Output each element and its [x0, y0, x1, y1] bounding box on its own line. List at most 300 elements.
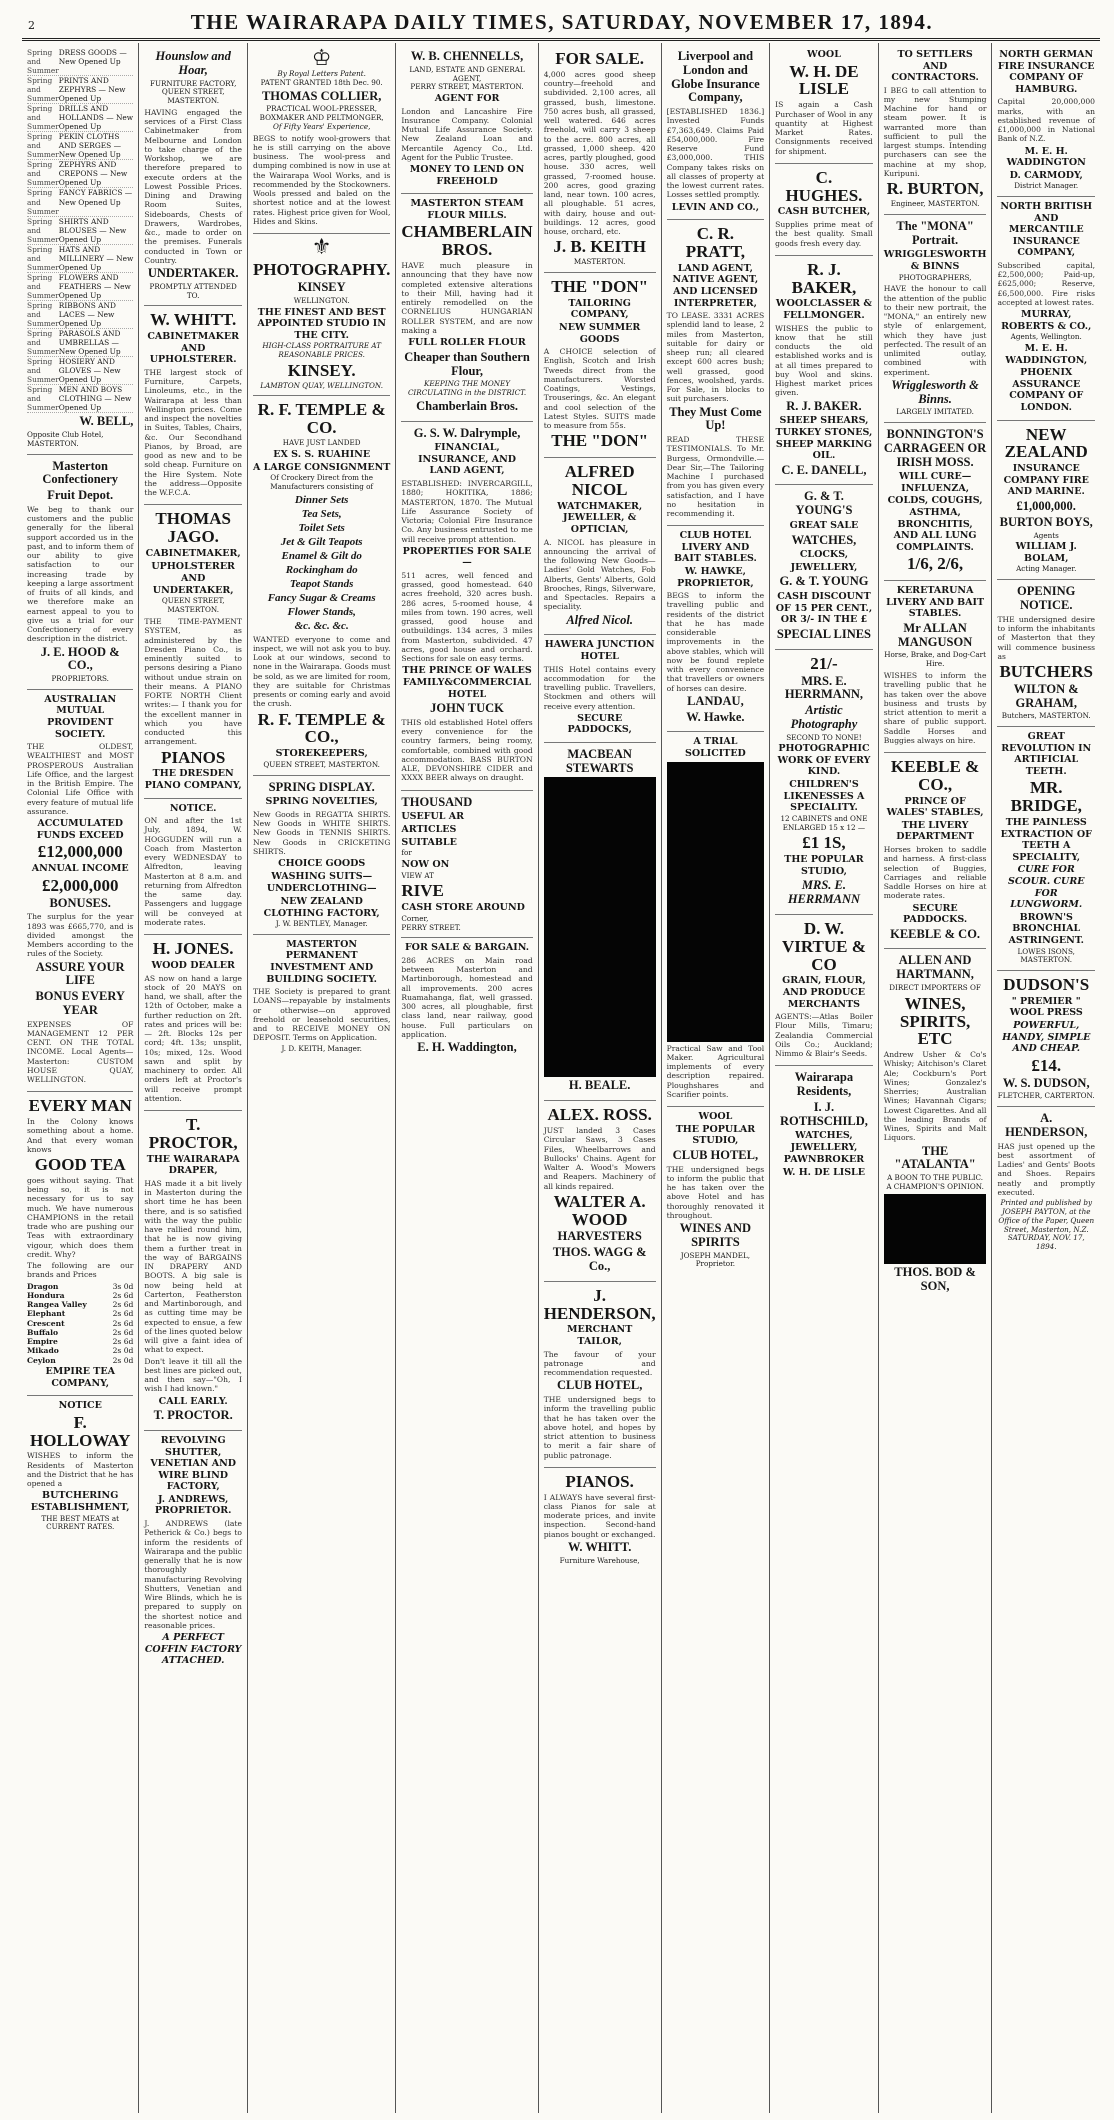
hawke-ad: CLUB HOTEL LIVERY AND BAIT STABLES. W. HAWKE, PROPRIETOR, BEGS to inform the travelling public and residents of the district that he has made considerable improvements in the above stables, which will now be found replete with every convenience that travellers or owners of horses can desire. LANDAU, W. Hawke.	[667, 526, 765, 732]
north-british-title: NORTH BRITISH AND MERCANTILE INSURANCE COMPANY,	[1000, 201, 1093, 259]
jago-address: QUEEN STREET, MASTERTON.	[161, 596, 225, 615]
price-21: 21/-	[810, 653, 838, 673]
murray-name: MURRAY, ROBERTS & CO.,	[1001, 309, 1092, 332]
drapery-item	[27, 188, 133, 216]
spring-display-ad: SPRING DISPLAY. SPRING NOVELTIES, New Goods in REGATTA SHIRTS. New Goods in WHITE SHIRTS. New Goods in TENNIS SHIRTS. New Goods in CRICKETING SHIRTS. CHOICE GOODS WASHING SUITS— UNDERCLOTHING— NEW ZEALAND CLOTHING FACTORY, J. W. BENTLEY, Manager.	[253, 776, 390, 935]
chennells-ad: W. B. CHENNELLS, LAND, ESTATE AND GENERAL AGENT, PERRY STREET, MASTERTON. AGENT FOR London and Lancashire Fire Insurance Company. Colonial Mutual Life Assurance Society. New Zealand Loan and Mercantile Agency Co., Ltd. Agent for the Public Trustee. MONEY TO LEND ON FREEHOLD	[401, 45, 532, 194]
tea-name: Hondura	[27, 1290, 65, 1300]
hawera-ad: HAWERA JUNCTION HOTEL THIS Hotel contains every accommodation for the travelling public. Travellers, Stockmen and others will receive every attention. SECURE PADDOCKS,	[544, 635, 656, 743]
bridge-ad	[997, 727, 1095, 971]
ware-item: &c. &c. &c.	[294, 620, 349, 633]
temple-ad: R. F. TEMPLE & CO. HAVE JUST LANDED EX S. S. RUAHINE A LARGE CONSIGNMENT Of Crockery Direct from the Manufacturers consisting of Dinner Sets Tea Sets, Toilet Sets Jet & Gilt Teapots Enamel & Gilt do Rockingham do Teapot Stands Fancy Sugar & Creams Flower Stands, &c. &c. &c. WANTED everyone to come and inspect, we will not ask you to buy. Look at our windows, second to none in the Wairarapa. Goods must be sold, as we are limited for room, they are suitable for Christmas presents or coming early and avoid the crush. R. F. TEMPLE & CO., STOREKEEPERS, QUEEN STREET, MASTERTON.	[253, 396, 390, 775]
waddington-name: E. H. Waddington,	[417, 1040, 517, 1055]
ware-item: Teapot Stands	[289, 578, 354, 591]
chennells-address: PERRY STREET, MASTERTON.	[410, 82, 524, 92]
undertaker-title: UNDERTAKER.	[147, 266, 239, 281]
tea-name: Mikado	[27, 1346, 59, 1356]
mandel-name: JOSEPH MANDEL, Proprietor.	[680, 1250, 751, 1269]
useful: USEFUL AR	[401, 811, 465, 823]
tea-item	[27, 1282, 133, 1291]
dudson-name: W. S. DUDSON,	[1002, 1075, 1090, 1090]
fruit-depot-title: Fruit Depot.	[47, 488, 114, 503]
price-1-1: £1 1S,	[802, 833, 846, 853]
sale-title: FOR SALE & BARGAIN.	[404, 942, 530, 954]
column-5	[539, 43, 662, 2113]
collier-name: THOMAS COLLIER,	[261, 88, 382, 103]
cabinet-offer: 12 CABINETS and ONE ENLARGED 15 x 12 —	[780, 813, 868, 832]
hounslow-title: Hounslow and Hoar,	[155, 49, 231, 77]
darnell-name: C. E. DANELL,	[781, 462, 867, 477]
chamberlain-name: CHAMBERLAIN BROS.	[401, 222, 533, 260]
wilton-ad: OPENING NOTICE. THE undersigned desire to inform the inhabitants of Masterton that they will commence business as BUTCHERS WILTON & GRAHAM, Butchers, MASTERTON.	[997, 580, 1095, 727]
nz-sub: INSURANCE COMPANY FIRE AND MARINE.	[1003, 463, 1089, 498]
premier-press: " PREMIER " WOOL PRESS	[1009, 995, 1083, 1019]
secure-paddocks-2: SECURE PADDOCKS.	[902, 902, 968, 926]
redacted-block-3	[884, 1194, 987, 1264]
tea-price: 2s 6d	[112, 1327, 134, 1337]
macbean-name: MACBEAN STEWARTS	[565, 746, 634, 775]
spring-title: SPRING DISPLAY.	[268, 779, 375, 794]
redacted-block-1	[544, 777, 656, 1077]
photographic-work: PHOTOGRAPHIC WORK OF EVERY KIND.	[777, 743, 871, 778]
tea-price: 2s 6d	[112, 1318, 134, 1328]
pawnbroker: PAWNBROKER	[783, 1154, 865, 1166]
tea-name: Crescent	[27, 1318, 65, 1328]
rive-name: RIVE	[401, 881, 444, 901]
keretaruna-title: KERETARUNA LIVERY AND BAIT STABLES.	[886, 585, 985, 620]
henderson-9-ad: A. HENDERSON, HAS just opened up the best assortment of Ladies' and Gents' Boots and Shoes. Repairs neatly and promptly executed. Printed and published by JOSEPH PAYTON, at the Office of the Paper, Queen Street, Masterton, N.Z. SATURDAY, NOV. 17, 1894.	[997, 1111, 1095, 1252]
pratt-sub: LAND AGENT, NATIVE AGENT, AND LICENSED INTERPRETER,	[672, 262, 759, 309]
confectionery-ad: Masterton Confectionery Fruit Depot. We beg to thank our customers and the public generally for the liberal support accorded us in the past, and to inform them of our ability to give satisfaction to our increasing trade by keeping a large assortment of fruits of all kinds, and we therefore make an earnest appeal to you to give us a trial for our Confectionery of every description in the district. J. E. HOOD & CO., PROPRIETORS.	[27, 455, 133, 690]
drapery-goods: PARASOLS AND UMBRELLAS — New Opened Up	[58, 328, 121, 356]
cash-discount: CASH DISCOUNT OF 15 PER CENT., OR 3/- IN THE £	[775, 591, 873, 626]
tea-ad: EVERY MAN In the Colony knows something about a home. And that every woman knows GOOD TEA goes without saying. That being so, it is not necessary for us to say much. We have numerous CHAMPIONS in the retail trade who are pushing our Teas with extraordinary vigour, which does them credit. Why? The following are our brands and Prices Dragon 3s 0d Hondura 2s 6d Rangea Valley 2s 6d Elephant 2s 6d Crescent 2s 6d Buffalo 2s 6d Empire 2s 6d Mikado 2s 0d Ceylon 2s 0d EMPIRE TEA COMPANY,	[27, 1092, 133, 1396]
royal-crest-icon: ♔	[311, 46, 332, 71]
tea-name: Buffalo	[27, 1327, 59, 1337]
kinsey-studio: THE FINEST AND BEST APPOINTED STUDIO IN THE CITY.	[257, 306, 386, 341]
manguson-name: Mr ALLAN MANGUSON	[897, 620, 973, 649]
coffin-factory: A PERFECT COFFIN FACTORY ATTACHED.	[144, 1632, 242, 1667]
wrigglesworth-name: WRIGGLESWORTH & BINNS	[883, 249, 987, 272]
drapery-season: Spring and Summer	[27, 48, 59, 76]
jago-sub3: AND UNDERTAKER,	[152, 573, 234, 596]
keeble-name: KEEBLE & CO.,	[890, 757, 980, 794]
proctor-sub: THE WAIRARAPA DRAPER,	[146, 1153, 240, 1177]
hawke-name: W. HAWKE, PROPRIETOR,	[677, 566, 754, 589]
prince-stables: PRINCE OF WALES' STABLES,	[886, 795, 984, 819]
jago-name: THOMAS JAGO.	[155, 509, 231, 547]
waddington-name: M. E. H. WADDINGTON	[1006, 145, 1086, 169]
virtue-name: D. W. VIRTUE & CO	[781, 918, 866, 974]
henderson-name-9: A. HENDERSON,	[1005, 1111, 1088, 1139]
assure-life: ASSURE YOUR LIFE	[35, 959, 125, 988]
bonuses-title: BONUSES.	[49, 895, 111, 910]
column-9	[992, 43, 1100, 2113]
bridge-name: MR. BRIDGE,	[1010, 778, 1082, 816]
hounslow-sub: FURNITURE FACTORY, QUEEN STREET, MASTERTON.	[149, 78, 237, 106]
underclothing: UNDERCLOTHING—	[266, 883, 377, 895]
dalrymple-name: G. S. W. Dalrymple,	[413, 425, 521, 440]
burton-ad: TO SETTLERS AND CONTRACTORS. I BEG to call attention to my new Stumping Machine for hand or steam power. It is warranted more than sufficient to pull the largest stumps. Intending purchasers can see the machine at my shop, Kuripuni. R. BURTON, Engineer, MASTERTON.	[884, 45, 987, 215]
tea-item	[27, 1309, 133, 1318]
wares-list	[253, 494, 390, 633]
every-man: EVERY MAN	[28, 1096, 132, 1116]
drapery-item	[27, 357, 133, 385]
bonnington-price: 1/6, 2/6,	[906, 554, 964, 574]
children-likenesses: CHILDREN'S LIKENESSES A SPECIALITY.	[783, 779, 865, 814]
roller-flour: FULL ROLLER FLOUR	[408, 337, 526, 349]
newspaper-title: THE WAIRARAPA DAILY TIMES, SATURDAY, NOVEMBER 17, 1894.	[190, 10, 934, 34]
watches: WATCHES,	[791, 532, 857, 547]
nz-insurance-ad	[997, 421, 1095, 581]
andrews-name: J. ANDREWS, PROPRIETOR.	[154, 1493, 232, 1517]
drapery-season: Spring and Summer	[27, 216, 59, 244]
page-number: 2	[28, 19, 35, 32]
crest-icon: ⚜	[311, 235, 332, 261]
beale-name: H. BEALE.	[568, 1078, 631, 1093]
atalanta-sub: A BOON TO THE PUBLIC.	[887, 1173, 984, 1183]
burton-name: R. BURTON,	[886, 179, 984, 199]
temple-crockery: Of Crockery Direct from the Manufacturers consisting of	[270, 473, 374, 491]
jago-sub1: CABINETMAKER,	[145, 548, 241, 560]
baker-name-2: R. J. BAKER.	[786, 398, 862, 413]
ware-item: Fancy Sugar & Creams	[267, 592, 376, 605]
north-british-ad: NORTH BRITISH AND MERCANTILE INSURANCE COMPANY, Subscribed capital, £2,500,000; Paid-up, £625,000; Reserve, £6,500,000. Fire risks accepted at lowest rates. MURRAY, ROBERTS & CO., Agents, Wellington. M. E. H. WADDINGTON, PHOENIX ASSURANCE COMPANY OF LONDON.	[997, 197, 1095, 421]
undertaker-sub: PROMPTLY ATTENDED TO.	[149, 281, 237, 300]
agents-label: Agents	[1033, 530, 1059, 540]
virtue-ad: D. W. VIRTUE & CO GRAIN, FLOUR, AND PRODUCE MERCHANTS AGENTS:—Atlas Boiler Flour Mills, Timaru; Zealandia Commercial Oils Co.; Auckland; Nimmo & Blair's Seeds.	[775, 915, 873, 1067]
keeping-money: KEEPING THE MONEY CIRCULATING in the DISTRICT.	[407, 379, 527, 398]
drapery-item	[27, 76, 133, 104]
bolam-name: WILLIAM J. BOLAM,	[1015, 541, 1077, 564]
spring-novelties: SPRING NOVELTIES,	[265, 796, 378, 808]
manguson-ad: KERETARUNA LIVERY AND BAIT STABLES. Mr ALLAN MANGUSON Horse, Brake, and Dog-Cart Hire. WISHES to inform the travelling public that he has taken over the above business and trusts by strict attention to merit a share of public support. Saddle Horses and Buggies always on hire.	[884, 581, 987, 753]
levin-name: LEVIN AND CO.,	[671, 201, 760, 213]
carmody-sub: District Manager.	[1014, 181, 1079, 191]
ware-item: Enamel & Gilt do	[281, 550, 362, 563]
kinsey-badge: KINSEY	[297, 280, 346, 294]
amp-title: AUSTRALIAN MUTUAL PROVIDENT SOCIETY.	[44, 693, 117, 740]
amp-society-ad: AUSTRALIAN MUTUAL PROVIDENT SOCIETY. THE OLDEST, WEALTHIEST and MOST PROSPEROUS Australian Life Office, and the largest in the British Empire. The Colonial Life Office with every feature of mutual life assurance. ACCUMULATED FUNDS EXCEED £12,000,000 ANNUAL INCOME £2,000,000 BONUSES. The surplus for the year 1893 was £665,770, and is divided amongst the Members according to the rules of the Society. ASSURE YOUR LIFE BONUS EVERY YEAR EXPENSES OF MANAGEMENT 12 PER CENT. ON THE TOTAL INCOME. Local Agents—Masterton: CUSTOM HOUSE QUAY, WELLINGTON.	[27, 690, 133, 1092]
ross-name: ALEX. ROSS.	[547, 1105, 652, 1125]
ware-item: Jet & Gilt Teapots	[280, 535, 363, 548]
lisle-ad: WOOL W. H. DE LISLE IS again a Cash Purchaser of Wool in any quantity at Highest Market Rates. Consignments received for shipment.	[775, 45, 873, 164]
hughes-ad: C. HUGHES. CASH BUTCHER, Supplies prime meat of the best quality. Small goods fresh every day.	[775, 164, 873, 256]
champion-opinion: A CHAMPION'S OPINION.	[886, 1182, 984, 1192]
drapery-item	[27, 217, 133, 245]
column-7	[770, 43, 879, 2113]
cheaper-flour: Cheaper than Southern Flour,	[404, 349, 530, 378]
pratt-ad: C. R. PRATT, LAND AGENT, NATIVE AGENT, AND LICENSED INTERPRETER, TO LEASE. 3331 ACRES splendid land to lease, 2 miles from Masterton, suitable for dairy or sheep run; all cleared except 600 acres bush; well grassed, good fences, woolshed, yards. For Sale, in blocks to suit purchasers. They Must Come Up! READ THESE TESTIMONIALS. To Mr. Burgess, Ormondville.— Dear Sir,—The Tailoring Machine I purchased from you has given every satisfaction, and I have no hesitation in recommending it.	[667, 220, 765, 526]
sheep-shears: SHEEP SHEARS, TURKEY STONES, SHEEP MARKING OIL.	[775, 415, 873, 462]
kinsey-name: KINSEY.	[287, 360, 356, 380]
jago-ad: THOMAS JAGO. CABINETMAKER, UPHOLSTERER AND UNDERTAKER, QUEEN STREET, MASTERTON. THE TIME-PAYMENT SYSTEM, as administered by the Dresden Piano Co., is eminently suited to persons desiring a Piano without undue strain on their means. A PIANO FORTE NORTH Client writes:— I thank you for the excellent manner in which you have conducted this arrangement. PIANOS THE DRESDEN PIANO COMPANY,	[144, 505, 242, 798]
jones-name: H. JONES.	[152, 939, 234, 959]
chamberlain-name-2: Chamberlain Bros.	[416, 398, 518, 413]
ross-ad: ALEX. ROSS. JUST landed 3 Cases Circular Saws, 3 Cases Files, Wheelbarrows and Bullocks' Chains. Agent for Walter A. Wood's Mowers and Reapers. Machinery of all kinds repaired. WALTER A. WOOD HARVESTERS THOS. WAGG & Co.,	[544, 1101, 656, 1282]
drapery-season: Spring and Summer	[27, 188, 59, 216]
collier-ad: ♔ By Royal Letters Patent. PATENT GRANTED 18th Dec. 90. THOMAS COLLIER, PRACTICAL WOOL-PRESSER, BOXMAKER AND PELTMONGER, Of Fifty Years' Experience, BEGS to notify wool-growers that he is still carrying on the above business. The wool-press and dumping combined is now in use at the Wairarapa Wool Works, and is recommended by the Stockowners. Wools pressed and baled on the shortest notice and at the lowest rates. Highest price given for Wool, Hides and Skins.	[253, 45, 390, 234]
investment-ad: MASTERTON PERMANENT INVESTMENT AND BUILDING SOCIETY. THE Society is prepared to grant LOANS—repayable by instalments or otherwise—on approved freehold or leasehold securities, and to RECEIVE MONEY ON DEPOSIT. Terms on Application. J. D. KEITH, Manager.	[252, 938, 391, 1053]
harvesters-title: HARVESTERS	[557, 1229, 642, 1244]
powerful: POWERFUL, HANDY, SIMPLE AND CHEAP.	[1002, 1020, 1091, 1055]
baker-ad: R. J. BAKER, WOOLCLASSER & FELLMONGER. WISHES the public to know that he still conducts the old established works and is at all times prepared to buy Wool and skins. Highest market prices given. R. J. BAKER. SHEEP SHEARS, TURKEY STONES, SHEEP MARKING OIL. C. E. DANELL,	[775, 256, 873, 486]
residents: Wairarapa Residents,	[794, 1070, 854, 1099]
drapery-item	[27, 160, 133, 188]
lowes-name: LOWES ISONS, MASTERTON.	[1017, 946, 1075, 965]
drapery-item	[27, 245, 133, 273]
virtue-sub: GRAIN, FLOUR, AND PRODUCE MERCHANTS	[782, 975, 866, 1010]
dresden-name: THE DRESDEN PIANO COMPANY,	[144, 768, 242, 791]
shutter-ad: REVOLVING SHUTTER, VENETIAN AND WIRE BLIND FACTORY, J. ANDREWS, PROPRIETOR. J. ANDREWS (late Petherick & Co.) begs to inform the residents of Wairarapa and the public generally that he is now thoroughly manufacturing Revolving Shutters, Venetian and Wire Blinds, which he is prepared to supply on the shortest notice and reasonable prices. A PERFECT COFFIN FACTORY ATTACHED.	[144, 1434, 242, 1667]
jago-sub2: UPHOLSTERER	[151, 560, 235, 572]
tea-price: 2s 6d	[112, 1309, 134, 1319]
holloway-name: F. HOLLOWAY	[29, 1412, 131, 1450]
suitable: SUITABLE	[401, 836, 457, 848]
tea-price: 2s 6d	[112, 1300, 134, 1310]
allen-sub: DIRECT IMPORTERS OF	[889, 982, 981, 992]
whitt-name: W. WHITT.	[150, 310, 237, 330]
drapery-goods: FANCY FABRICS — New Opened Up	[58, 188, 133, 207]
tea-item	[27, 1356, 133, 1365]
club-hotel: CLUB HOTEL,	[556, 1378, 643, 1393]
drapery-item	[27, 104, 133, 132]
drapery-season: Spring and Summer	[27, 132, 59, 160]
good-tea: GOOD TEA	[34, 1155, 126, 1175]
keith-location: MASTERTON.	[573, 257, 626, 267]
liverpool-ad: Liverpool and London and Globe Insurance Company, [ESTABLISHED 1836.] Invested Funds £7,363,649. Claims Paid £54,000,000. Fire Reserve Fund £3,000,000. THIS Company takes risks on all classes of property at the lowest current rates. Losses settled promptly. LEVIN AND CO.,	[667, 45, 765, 220]
wrigglesworth-sub: PHOTOGRAPHERS,	[898, 272, 972, 282]
young-ad	[775, 485, 873, 649]
drapery-season: Spring and Summer	[27, 357, 59, 385]
perry-street: PERRY STREET.	[401, 922, 461, 932]
patent-date: PATENT GRANTED 18th Dec. 90.	[260, 77, 383, 87]
nz-capital: £1,000,000.	[1016, 499, 1076, 514]
hughes-name: C. HUGHES.	[785, 167, 863, 205]
pratt-name: C. R. PRATT,	[685, 224, 746, 261]
investment-manager: J. D. KEITH, Manager.	[281, 1043, 362, 1053]
popular-studio: THE POPULAR STUDIO,	[675, 1123, 756, 1147]
mona-ad: The "MONA" Portrait. WRIGGLESWORTH & BINNS PHOTOGRAPHERS, HAVE the honour to call the attention of the public to their new portrait, the "MONA," an entirely new style of enlargement, which they have just perfected. The result of an unlimited outlay, combined with experiment. Wrigglesworth & Binns. LARGELY IMITATED.	[884, 215, 987, 423]
wrigglesworth-name-2: Wrigglesworth & Binns.	[891, 377, 979, 406]
rive-ad	[401, 791, 532, 939]
drapery-list	[27, 48, 133, 413]
butchers-title: BUTCHERS	[999, 662, 1093, 682]
bonus-every-year: BONUS EVERY YEAR	[35, 989, 125, 1017]
macbean-ad	[544, 743, 656, 1101]
settlers-title: TO SETTLERS AND CONTRACTORS.	[891, 49, 979, 84]
imprint: Printed and published by JOSEPH PAYTON, at the Office of the Paper, Queen Street, Masterton, N.Z. SATURDAY, NOV. 17, 1894.	[998, 1198, 1095, 1252]
nicol-sub: WATCHMAKER, JEWELLER, & OPTICIAN,	[557, 500, 643, 536]
pianos-title-2: PIANOS.	[565, 1471, 634, 1491]
drapery-goods: DRESS GOODS — New Opened Up	[58, 48, 127, 67]
artistic-photography: Artistic Photography	[790, 703, 858, 731]
hood-name: J. E. HOOD & CO.,	[40, 644, 120, 673]
nz-title: NEW ZEALAND	[1004, 424, 1088, 462]
north-german-title: NORTH GERMAN FIRE INSURANCE COMPANY OF HAMBURG.	[997, 49, 1095, 95]
for-text: for	[401, 848, 412, 858]
drapery-goods: HOSIERY AND GLOVES — New Opened Up	[58, 357, 121, 385]
temple-name: R. F. TEMPLE & CO.	[257, 400, 386, 438]
temple-name-2: R. F. TEMPLE & CO.,	[257, 709, 386, 747]
don-title-2: THE "DON"	[551, 431, 649, 451]
kinsey-portraiture: HIGH-CLASS PORTRAITURE AT REASONABLE PRICES.	[262, 341, 381, 360]
drapery-item	[27, 385, 133, 413]
bolam-sub: Acting Manager.	[1016, 564, 1077, 574]
drapery-season: Spring and Summer	[27, 160, 59, 188]
drapery-goods: PEKIN CLOTHS AND SERGES — New Opened Up	[58, 132, 121, 160]
atalanta-title: THE "ATALANTA"	[894, 1143, 976, 1172]
kinsey-city: WELLINGTON.	[293, 295, 350, 305]
prince-hotel: THE PRINCE OF WALES FAMILY&COMMERCIAL HOTEL	[402, 665, 532, 700]
henderson-ad: J. HENDERSON, MERCHANT TAILOR, The favour of your patronage and recommendation requested. CLUB HOTEL, THE undersigned begs to inform the travelling public that he has taken over the above hotel, and hopes by strict attention to business to merit a fair share of public patronage.	[544, 1282, 656, 1468]
nzc-manager: J. W. BENTLEY, Manager.	[275, 919, 368, 929]
tea-name: Dragon	[27, 1281, 59, 1291]
drapery-item	[27, 301, 133, 329]
tea-item	[27, 1291, 133, 1300]
landau-title: LANDAU,	[687, 693, 744, 708]
shutter-title: REVOLVING SHUTTER, VENETIAN AND WIRE BLIND FACTORY,	[150, 1434, 237, 1493]
hood-proprietors: PROPRIETORS.	[51, 674, 109, 684]
liverpool-title: Liverpool and London and Globe Insurance Company,	[671, 49, 760, 105]
whitt-pianos-ad: PIANOS. I ALWAYS have several first-class Pianos for sale at moderate prices, and invite inspection. Second-hand pianos bought or exchanged. W. WHITT. Furniture Warehouse,	[543, 1471, 656, 1565]
jones-ad: H. JONES. WOOD DEALER AS now on hand a large stock of 20 MAYS on hand, we shall, after the 12th of October, make a further reduction on 2ft. rates and prices will be:— 2ft. Blocks 12s per cord; 4ft. 13s; unsplit, 10s; mixed, 12s. Wood sawn and split by machinery to order. All orders left at Proctor's will receive prompt attention.	[144, 935, 242, 1111]
coach-notice: NOTICE. ON and after the 1st July, 1894, W. HOGGUDEN will run a Coach from Masterton every WEDNESDAY to Alfredton, leaving Masterton at 8 a.m. and returning from Alfredton the same day. Passengers and luggage will be conveyed at moderate rates.	[144, 799, 242, 936]
club-hotel-2: CLUB HOTEL,	[672, 1147, 759, 1162]
column-1	[22, 43, 139, 2113]
drapery-goods: RIBBONS AND LACES — New Opened Up	[58, 300, 116, 328]
hawke-name-2: W. Hawke.	[686, 709, 745, 724]
wood-name: WALTER A. WOOD	[553, 1191, 646, 1229]
kinsey-ad	[253, 234, 390, 396]
keeble-name-2: KEEBLE & CO.	[890, 926, 981, 941]
money-to-lend: MONEY TO LEND ON FREEHOLD	[409, 164, 525, 187]
masthead	[22, 6, 1100, 41]
tea-name: Elephant	[27, 1309, 66, 1319]
nzc-title: NEW ZEALAND CLOTHING FACTORY,	[263, 895, 380, 919]
column-6	[662, 43, 771, 2113]
lisle-name-2: W. H. DE LISLE	[782, 1167, 865, 1179]
column-3	[248, 43, 396, 2113]
notice-title: NOTICE	[58, 1400, 102, 1412]
wilton-sub: Butchers, MASTERTON.	[1001, 711, 1091, 721]
studio-ad: WOOL THE POPULAR STUDIO, CLUB HOTEL, THE undersigned begs to inform the public that he has taken over the above Hotel and has thoroughly renovated it throughout. WINES AND SPIRITS JOSEPH MANDEL, Proprietor.	[666, 1111, 765, 1269]
drapery-season: Spring and Summer	[27, 104, 59, 132]
jones-sub: WOOD DEALER	[151, 959, 235, 971]
henderson-name: J. HENDERSON,	[543, 1285, 656, 1323]
temple-ship: EX S. S. RUAHINE	[273, 448, 371, 460]
washing-suits: WASHING SUITS—	[271, 870, 373, 882]
holloway-notice: NOTICE F. HOLLOWAY WISHES to inform the Residents of Masterton and the District that he has opened a BUTCHERING ESTABLISHMENT, THE BEST MEATS at CURRENT RATES.	[27, 1400, 134, 1532]
henderson-sub: MERCHANT TAILOR,	[567, 1324, 633, 1347]
drapery-goods: MEN AND BOYS CLOTHING — New Opened Up	[58, 385, 132, 413]
jewellery: JEWELLERY,	[790, 561, 858, 573]
ware-item: Tea Sets,	[301, 507, 342, 520]
young-name: G. & T. YOUNG	[779, 574, 869, 589]
north-german-ad: NORTH GERMAN FIRE INSURANCE COMPANY OF HAMBURG. Capital 20,000,000 marks, with an established revenue of £1,000,000 in National Bank of N.Z. M. E. H. WADDINGTON D. CARMODY, District Manager.	[997, 45, 1095, 197]
amp-funds: £12,000,000	[37, 842, 123, 862]
come-up: They Must Come Up!	[669, 404, 762, 433]
murray-sub: Agents, Wellington.	[1010, 332, 1082, 342]
lisle-name: W. H. DE LISLE	[789, 61, 859, 99]
pianos-title: PIANOS	[161, 747, 226, 767]
wagg-name: THOS. WAGG & Co.,	[552, 1245, 647, 1273]
dalrymple-ad: G. S. W. Dalrymple, FINANCIAL, INSURANCE, AND LAND AGENT, ESTABLISHED: INVERCARGILL, 1880; HOKITIKA, 1886; MASTERTON, 1870. The Mutual Life Assurance Society of Victoria; Colonial Fire Insurance Co. Any business entrusted to me will receive prompt attention. PROPERTIES FOR SALE— 511 acres, well fenced and grassed, good homestead. 640 acres freehold, 320 acres bush. 286 acres, 5-roomed house, 4 miles from town. 190 acres, well grassed, good house and outbuildings. 134 acres, 3 miles from Masterton, subdivided. 47 acres, good house and orchard. Sections for sale on easy terms. THE PRINCE OF WALES FAMILY&COMMERCIAL HOTEL JOHN TUCK THIS old established Hotel offers every convenience for the country farmers, being roomy, comfortable, combined with good accommodation. BASS BURTON ALE, DEVONSHIRE CIDER and XXXX BEER always on draught.	[401, 422, 532, 791]
ware-item: Dinner Sets	[294, 493, 349, 506]
butchering-sub: THE BEST MEATS at CURRENT RATES.	[41, 1513, 120, 1532]
baker-sub: WOOLCLASSER & FELLMONGER.	[775, 298, 872, 322]
view-at: VIEW AT	[401, 870, 434, 880]
drapery-goods: DRILLS AND HOLLANDS — New Opened Up	[58, 104, 134, 132]
don-ad: THE "DON" TAILORING COMPANY, NEW SUMMER GOODS A CHOICE selection of English, Scotch and Irish Tweeds direct from the manufacturers. Worsted Coatings, Vestings, Trouserings, &c. An elegant and cool selection of the Latest Styles. SUITS made to measure from 55s. THE "DON"	[544, 273, 656, 458]
don-title: THE "DON"	[551, 276, 649, 296]
drapery-ad	[27, 45, 133, 455]
storekeepers-title: STOREKEEPERS,	[275, 748, 368, 760]
collier-experience: Of Fifty Years' Experience,	[272, 121, 371, 131]
don-sub: TAILORING COMPANY,	[568, 297, 631, 321]
popular-studio-2: THE POPULAR STUDIO,	[784, 854, 864, 877]
nicol-name: ALFRED NICOL	[564, 462, 635, 500]
chennells-sub: LAND, ESTATE AND GENERAL AGENT,	[409, 64, 525, 83]
secure-paddocks: SECURE PADDOCKS,	[567, 712, 632, 736]
drapery-item	[27, 132, 133, 160]
drapery-goods: SHIRTS AND BLOUSES — New Opened Up	[58, 216, 127, 244]
cure-scour: CURE FOR SCOUR. CURE FOR LUNGWORM.	[1007, 864, 1085, 911]
trial-ad: A TRIAL SOLICITED Practical Saw and Tool Maker. Agricultural implements of every description repaired. Ploughshares and Scarifier points.	[667, 732, 765, 1107]
tuck-name: JOHN TUCK	[430, 701, 504, 716]
tea-item	[27, 1319, 133, 1328]
hughes-sub: CASH BUTCHER,	[777, 206, 871, 218]
thousand: THOUSAND	[401, 794, 473, 809]
opening-notice: OPENING NOTICE.	[1017, 584, 1076, 613]
coach-notice-title: NOTICE.	[169, 802, 217, 814]
rothschild-name: I. J. ROTHSCHILD,	[780, 1099, 868, 1128]
tea-price: 2s 0d	[112, 1355, 134, 1365]
collier-sub: PRACTICAL WOOL-PRESSER, BOXMAKER AND PELTMONGER,	[259, 104, 384, 123]
investment-title: MASTERTON PERMANENT INVESTMENT AND BUILDING SOCIETY.	[266, 938, 377, 985]
keith-name: J. B. KEITH	[553, 237, 646, 257]
baker-name: R. J. BAKER,	[791, 259, 857, 297]
hounslow-ad: Hounslow and Hoar, FURNITURE FACTORY, QUEEN STREET, MASTERTON. HAVING engaged the services of a First Class Cabinetmaker from Melbourne and London to take charge of the Workshop, we are therefore prepared to execute orders at the Lowest Possible Prices. Dining and Drawing Room Suites, Sideboards, Chests of Drawers, Wardrobes, &c., made to order on the premises. Funerals conducted in Town or Country. UNDERTAKER. PROMPTLY ATTENDED TO.	[144, 45, 242, 306]
chamberlain-ad: MASTERTON STEAM FLOUR MILLS. CHAMBERLAIN BROS. HAVE much pleasure in announcing that they have now completed extensive alterations to their Mill, having had it entirely remodelled on the CORNELIUS HUNGARIAN ROLLER SYSTEM, and are now making a FULL ROLLER FLOUR Cheaper than Southern Flour, KEEPING THE MONEY CIRCULATING in the DISTRICT. Chamberlain Bros.	[401, 194, 532, 421]
properties-title: PROPERTIES FOR SALE—	[402, 545, 532, 569]
mill-title: MASTERTON STEAM FLOUR MILLS.	[410, 198, 524, 221]
new-summer-goods: NEW SUMMER GOODS	[559, 321, 641, 345]
dudson-sub: FLETCHER, CARTERTON.	[997, 1091, 1095, 1101]
corner: Corner,	[401, 913, 429, 923]
wilton-name: WILTON & GRAHAM,	[1013, 681, 1079, 710]
drapery-item	[27, 48, 133, 76]
hawera-title: HAWERA JUNCTION HOTEL	[544, 639, 655, 662]
ware-item: Rockingham do	[285, 564, 358, 577]
tea-item	[27, 1346, 133, 1355]
waddington-name-2: M. E. H. WADDINGTON,	[1005, 343, 1088, 366]
keeble-ad: KEEBLE & CO., PRINCE OF WALES' STABLES, THE LIVERY DEPARTMENT Horses broken to saddle and harness. A first-class selection of Buggies, Carriages and reliable Saddle Horses on hire at moderate rates. SECURE PADDOCKS. KEEBLE & CO.	[884, 753, 987, 949]
whitt-ad: W. WHITT. CABINETMAKER AND UPHOLSTERER. THE largest stock of Furniture, Carpets, Linoleums, etc., in the Wairarapa at less than Wellington prices. Come and inspect the novelties in Suites, Tables, Chairs, &c. Our Secondhand Pianos, by Broad, are good as new and to be sold cheap. Furniture on the Hire System. Note the address—Opposite the W.F.C.A.	[144, 306, 242, 505]
stables-title: CLUB HOTEL LIVERY AND BAIT STABLES.	[674, 530, 757, 565]
dalrymple-sub: FINANCIAL, INSURANCE, AND LAND AGENT,	[418, 442, 516, 477]
for-sale-title: FOR SALE.	[555, 49, 645, 68]
tea-price: 2s 0d	[112, 1346, 134, 1356]
phoenix-title: PHOENIX ASSURANCE COMPANY OF LONDON.	[1009, 367, 1084, 414]
teeth-title: GREAT REVOLUTION IN ARTIFICIAL TEETH.	[1001, 731, 1092, 777]
bell-name: W. BELL,	[79, 414, 134, 429]
trial-title: A TRIAL SOLICITED	[684, 736, 746, 760]
colds: COLDS, COUGHS, ASTHMA, BRONCHITIS, AND ALL LUNG COMPLAINTS.	[887, 495, 983, 553]
drapery-goods: PRINTS AND ZEPHYRS — New Opened Up	[58, 76, 126, 104]
dudson-title: DUDSON'S	[1003, 975, 1090, 995]
cash-store: CASH STORE AROUND	[401, 902, 525, 914]
